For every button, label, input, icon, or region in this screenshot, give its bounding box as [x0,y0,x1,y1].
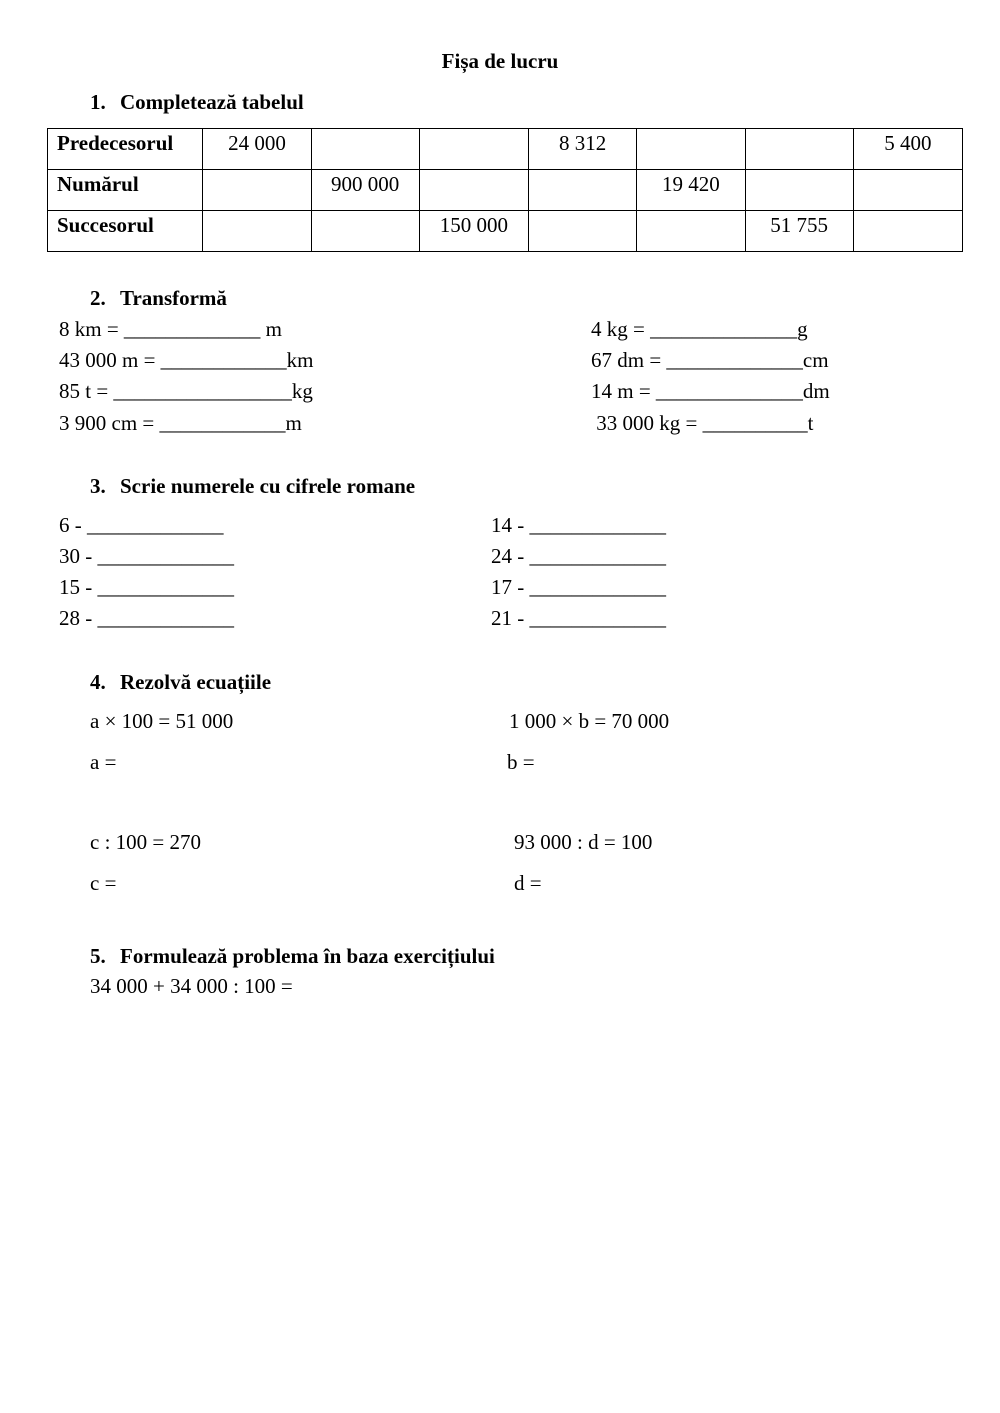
roman-item[interactable]: 15 - _____________ [59,575,234,599]
answer-field[interactable]: d = [514,871,542,895]
section-number: 3. [90,474,106,498]
table-cell[interactable] [203,211,311,252]
answer-field[interactable]: a = [90,750,117,774]
table-cell[interactable] [311,211,419,252]
conversion-item[interactable]: 43 000 m = ____________km [59,348,314,372]
table-cell[interactable] [637,211,745,252]
answer-field[interactable]: b = [507,750,535,774]
roman-item[interactable]: 17 - _____________ [491,575,666,599]
roman-item[interactable]: 28 - _____________ [59,606,234,630]
section-number: 2. [90,286,106,310]
section-5-heading [90,946,495,967]
section-title: Rezolvă ecuațiile [120,670,272,694]
table-row-successor [48,211,963,252]
table-cell[interactable]: 900 000 [311,170,419,211]
conversion-item[interactable]: 4 kg = ______________g [591,317,808,341]
conversion-item[interactable]: 8 km = _____________ m [59,317,283,341]
section-title: Scrie numerele cu cifrele romane [120,474,416,498]
table-cell[interactable] [419,170,528,211]
table-cell[interactable]: 5 400 [853,129,962,170]
row-label: Succesorul [48,211,203,252]
table-cell[interactable] [203,170,311,211]
section-title: Completează tabelul [120,90,304,114]
roman-item[interactable]: 30 - _____________ [59,544,234,568]
table-cell[interactable] [419,129,528,170]
roman-item[interactable]: 14 - _____________ [491,513,666,537]
table-cell[interactable] [529,211,637,252]
conversion-item[interactable]: 14 m = ______________dm [591,379,830,403]
roman-item[interactable]: 6 - _____________ [59,513,224,537]
table-cell[interactable] [745,129,853,170]
table-row-predecessor [48,129,963,170]
table-cell[interactable]: 19 420 [637,170,745,211]
section-2-heading [90,288,227,309]
section-1-heading [90,92,304,113]
section-number: 5. [90,944,106,968]
equation: 1 000 × b = 70 000 [509,709,670,733]
page-title: Fișa de lucru [441,49,559,73]
roman-item[interactable]: 24 - _____________ [491,544,666,568]
table-cell[interactable]: 24 000 [203,129,311,170]
section-title: Formulează problema în baza exercițiului [120,944,495,968]
table-cell[interactable] [311,129,419,170]
table-cell[interactable]: 51 755 [745,211,853,252]
roman-item[interactable]: 21 - _____________ [491,606,666,630]
table-cell[interactable] [745,170,853,211]
equation: c : 100 = 270 [90,830,201,854]
section-3-heading [90,476,415,497]
table-cell[interactable] [637,129,745,170]
numbers-table [47,128,963,252]
table-cell[interactable] [853,170,962,211]
table-cell[interactable] [529,170,637,211]
exercise: 34 000 + 34 000 : 100 = [90,974,293,998]
section-number: 1. [90,90,106,114]
conversion-item[interactable]: 33 000 kg = __________t [591,411,814,435]
equation: 93 000 : d = 100 [514,830,653,854]
answer-field[interactable]: c = [90,871,117,895]
table-cell[interactable]: 150 000 [419,211,528,252]
table-cell[interactable]: 8 312 [529,129,637,170]
table-cell[interactable] [853,211,962,252]
section-number: 4. [90,670,106,694]
equation: a × 100 = 51 000 [90,709,234,733]
conversion-item[interactable]: 85 t = _________________kg [59,379,313,403]
conversion-item[interactable]: 3 900 cm = ____________m [59,411,302,435]
section-title: Transformă [120,286,227,310]
row-label: Predecesorul [48,129,203,170]
table-row-number [48,170,963,211]
section-4-heading [90,672,271,693]
row-label: Numărul [48,170,203,211]
conversion-item[interactable]: 67 dm = _____________cm [591,348,829,372]
